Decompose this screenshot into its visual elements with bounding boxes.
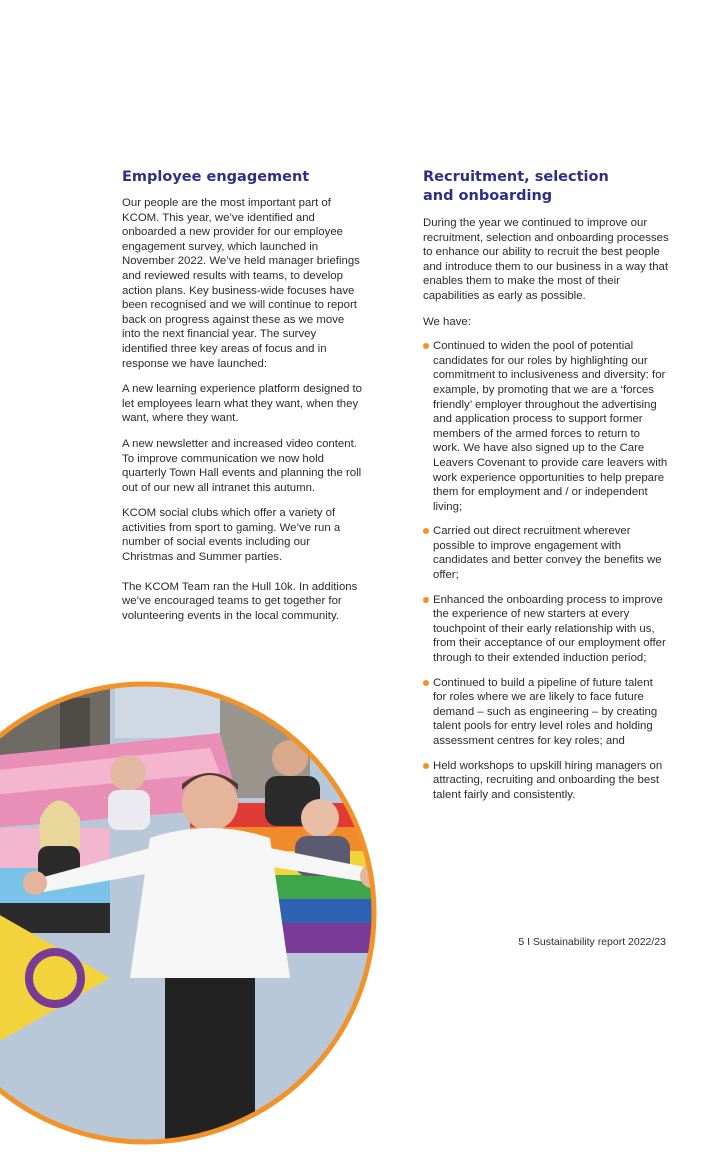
list-item [423,759,669,803]
list-item [423,339,669,514]
recruitment-intro: During the year we continued to improve our recruitment, selection and onboarding processes to enhance our ability to recruit the best people and introduce them to our business in a way that enables them to make the most of their capabilities as early as possible. [423,217,669,302]
employee-engagement-heading: Employee engagement [122,169,310,185]
bullet-text: Held workshops to upskill hiring managers on attracting, recruiting and onboarding the best talent fairly and consistently. [433,759,663,801]
bullet-text: Continued to widen the pool of potential candidates for our roles by highlighting our commitment to inclusiveness and diversity: for example, by promoting that we are a ‘forces friendly’ employer throughout the advertising and application process to support former members of the armed forces to return to work. We have also signed up to the Care Leavers Covenant to provide care leavers with work experience opportunities to help prepare them for employment and / or independent living; [433,340,668,513]
recruitment-heading [423,168,669,206]
bullet-text: Carried out direct recruitment wherever possible to improve engagement with candidates and better convey the benefits we offer; [433,525,662,582]
bullet-dot-icon [423,343,429,349]
engagement-paragraph-2: A new learning experience platform designed to let employees learn what they want, when they want, where they want. [122,383,362,425]
recruitment-heading-line-1: Recruitment, selection [423,169,609,185]
bullet-dot-icon [423,597,429,603]
employee-engagement-section [122,168,364,634]
list-item [423,524,669,582]
we-have-label: We have: [423,315,471,328]
engagement-paragraph-4: KCOM social clubs which offer a variety of activities from sport to gaming. We’ve run a number of social events including our Christmas and Summer parties. [122,507,341,564]
engagement-paragraph-5: The KCOM Team ran the Hull 10k. In additions we’ve encouraged teams to get together for volunteering events in the local community. [122,580,358,622]
recruitment-heading-line-2: and onboarding [423,188,553,204]
engagement-paragraph-1: Our people are the most important part of KCOM. This year, we’ve identified and onboarded a new provider for our employee engagement survey, which launched in November 2022. We’ve held manager briefings and reviewed results with teams, to develop action plans. Key business-wide focuses have been recognised and we will continue to report back on progress against these as we move into the next financial year. The survey identified three key areas of focus and in response we have launched: [122,197,360,370]
bullet-text: Continued to build a pipeline of future talent for roles where we are likely to face future demand – such as engineering – by creating talent pools for entry level roles and holding assessment centres for key roles; and [433,676,658,747]
team-photo-illustration [0,678,380,1148]
bullet-dot-icon [423,528,429,534]
recruitment-section [423,168,669,812]
bullet-dot-icon [423,763,429,769]
list-item [423,676,669,749]
bullet-text: Enhanced the onboarding process to improve the experience of new starters at every touchpoint of their early relationship with us, from their acceptance of our employment offer through to their extended induction period; [433,593,666,665]
recruitment-bullet-list [423,339,669,802]
engagement-paragraph-3: A new newsletter and increased video content. To improve communication we now hold quarterly Town Hall events and planning the roll out of our new all intranet this autumn. [122,437,362,494]
team-pride-photo [0,678,380,1148]
list-item [423,593,669,666]
page-footer: 5 I Sustainability report 2022/23 [518,936,666,948]
bullet-dot-icon [423,680,429,686]
